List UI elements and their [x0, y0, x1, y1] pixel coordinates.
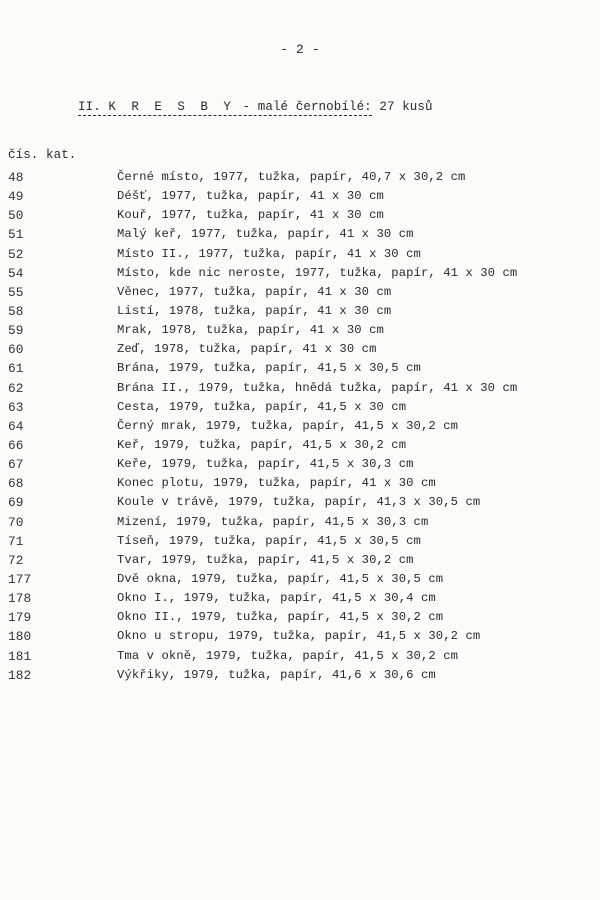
list-item — [0, 553, 600, 572]
catalog-number: 66 — [8, 437, 24, 453]
artwork-description: Věnec, 1977, tužka, papír, 41 x 30 cm — [117, 284, 392, 299]
list-item — [0, 266, 600, 285]
list-item — [0, 189, 600, 208]
artwork-description: Okno I., 1979, tužka, papír, 41,5 x 30,4 cm — [117, 591, 436, 606]
artwork-description: Zeď, 1978, tužka, papír, 41 x 30 cm — [117, 342, 377, 357]
artwork-description: Keře, 1979, tužka, papír, 41,5 x 30,3 cm — [117, 457, 414, 472]
catalog-number: 62 — [8, 380, 24, 396]
list-item — [0, 342, 600, 361]
artwork-description: Koule v trávě, 1979, tužka, papír, 41,3 x 30,5 cm — [117, 495, 481, 510]
catalog-number: 64 — [8, 418, 24, 434]
list-item — [0, 476, 600, 495]
artwork-description: Konec plotu, 1979, tužka, papír, 41 x 30 cm — [117, 476, 436, 491]
artwork-description: Malý keř, 1977, tužka, papír, 41 x 30 cm — [117, 227, 414, 242]
artwork-description: Mrak, 1978, tužka, papír, 41 x 30 cm — [117, 323, 384, 338]
catalog-number: 54 — [8, 265, 24, 281]
artwork-description: Černý mrak, 1979, tužka, papír, 41,5 x 30,2 cm — [117, 418, 459, 433]
artwork-description: Dvě okna, 1979, tužka, papír, 41,5 x 30,5 cm — [117, 571, 444, 586]
artwork-description: Keř, 1979, tužka, papír, 41,5 x 30,2 cm — [117, 437, 407, 452]
catalog-number: 52 — [8, 246, 24, 262]
catalog-number: 180 — [8, 629, 32, 645]
catalog-number: 71 — [8, 533, 24, 549]
list-item — [0, 208, 600, 227]
catalog-number-label: čís. kat. — [8, 148, 77, 162]
artwork-description: Místo, kde nic neroste, 1977, tužka, papír, 41 x 30 cm — [117, 265, 518, 280]
list-item — [0, 170, 600, 189]
list-item — [0, 247, 600, 266]
list-item — [0, 381, 600, 400]
list-item — [0, 515, 600, 534]
list-item — [0, 227, 600, 246]
catalog-number: 177 — [8, 571, 32, 587]
list-item — [0, 629, 600, 648]
page-number: - 2 - — [280, 42, 320, 57]
artwork-description: Déšť, 1977, tužka, papír, 41 x 30 cm — [117, 189, 384, 204]
list-item — [0, 323, 600, 342]
catalog-number: 181 — [8, 648, 32, 664]
list-item — [0, 438, 600, 457]
catalog-number: 49 — [8, 189, 24, 205]
catalog-number: 51 — [8, 227, 24, 243]
catalog-number: 58 — [8, 303, 24, 319]
artwork-description: Výkřiky, 1979, tužka, papír, 41,6 x 30,6 cm — [117, 667, 436, 682]
section-roman-numeral: II. — [78, 100, 101, 114]
list-item — [0, 419, 600, 438]
artwork-description: Okno II., 1979, tužka, papír, 41,5 x 30,2 cm — [117, 610, 444, 625]
catalog-number: 70 — [8, 514, 24, 530]
catalog-number: 59 — [8, 323, 24, 339]
catalog-number: 55 — [8, 284, 24, 300]
section-title: K R E S B Y — [108, 100, 235, 114]
catalog-number: 50 — [8, 208, 24, 224]
catalog-number: 60 — [8, 342, 24, 358]
catalog-number: 69 — [8, 495, 24, 511]
list-item — [0, 572, 600, 591]
list-item — [0, 457, 600, 476]
entry-list — [0, 170, 600, 687]
artwork-description: Kouř, 1977, tužka, papír, 41 x 30 cm — [117, 208, 384, 223]
item-count: 27 kusů — [379, 100, 433, 114]
catalog-number: 182 — [8, 667, 32, 683]
catalog-number: 68 — [8, 476, 24, 492]
artwork-description: Brána, 1979, tužka, papír, 41,5 x 30,5 cm — [117, 361, 421, 376]
list-item — [0, 400, 600, 419]
list-item — [0, 591, 600, 610]
artwork-description: Černé místo, 1977, tužka, papír, 40,7 x 30,2 cm — [117, 170, 466, 184]
artwork-description: Brána II., 1979, tužka, hnědá tužka, papír, 41 x 30 cm — [117, 380, 518, 395]
list-item — [0, 610, 600, 629]
list-item — [0, 495, 600, 514]
catalog-number: 179 — [8, 610, 32, 626]
catalog-number: 63 — [8, 399, 24, 415]
list-item — [0, 361, 600, 380]
section-subtitle: - malé černobílé: — [242, 100, 372, 114]
artwork-description: Tma v okně, 1979, tužka, papír, 41,5 x 30,2 cm — [117, 648, 459, 663]
artwork-description: Místo II., 1977, tužka, papír, 41 x 30 cm — [117, 246, 421, 261]
section-heading-underlined — [78, 100, 372, 116]
artwork-description: Listí, 1978, tužka, papír, 41 x 30 cm — [117, 303, 392, 318]
catalog-number: 48 — [8, 170, 24, 185]
list-item — [0, 285, 600, 304]
artwork-description: Cesta, 1979, tužka, papír, 41,5 x 30 cm — [117, 399, 407, 414]
artwork-description: Tvar, 1979, tužka, papír, 41,5 x 30,2 cm — [117, 552, 414, 567]
list-item — [0, 649, 600, 668]
list-item — [0, 668, 600, 687]
catalog-number: 61 — [8, 361, 24, 377]
catalog-number: 72 — [8, 552, 24, 568]
list-item — [0, 304, 600, 323]
section-heading — [78, 100, 433, 114]
artwork-description: Tíseň, 1979, tužka, papír, 41,5 x 30,5 cm — [117, 533, 421, 548]
catalog-number: 67 — [8, 457, 24, 473]
catalog-number: 178 — [8, 591, 32, 607]
list-item — [0, 534, 600, 553]
artwork-description: Mizení, 1979, tužka, papír, 41,5 x 30,3 cm — [117, 514, 429, 529]
artwork-description: Okno u stropu, 1979, tužka, papír, 41,5 x 30,2 cm — [117, 629, 481, 644]
